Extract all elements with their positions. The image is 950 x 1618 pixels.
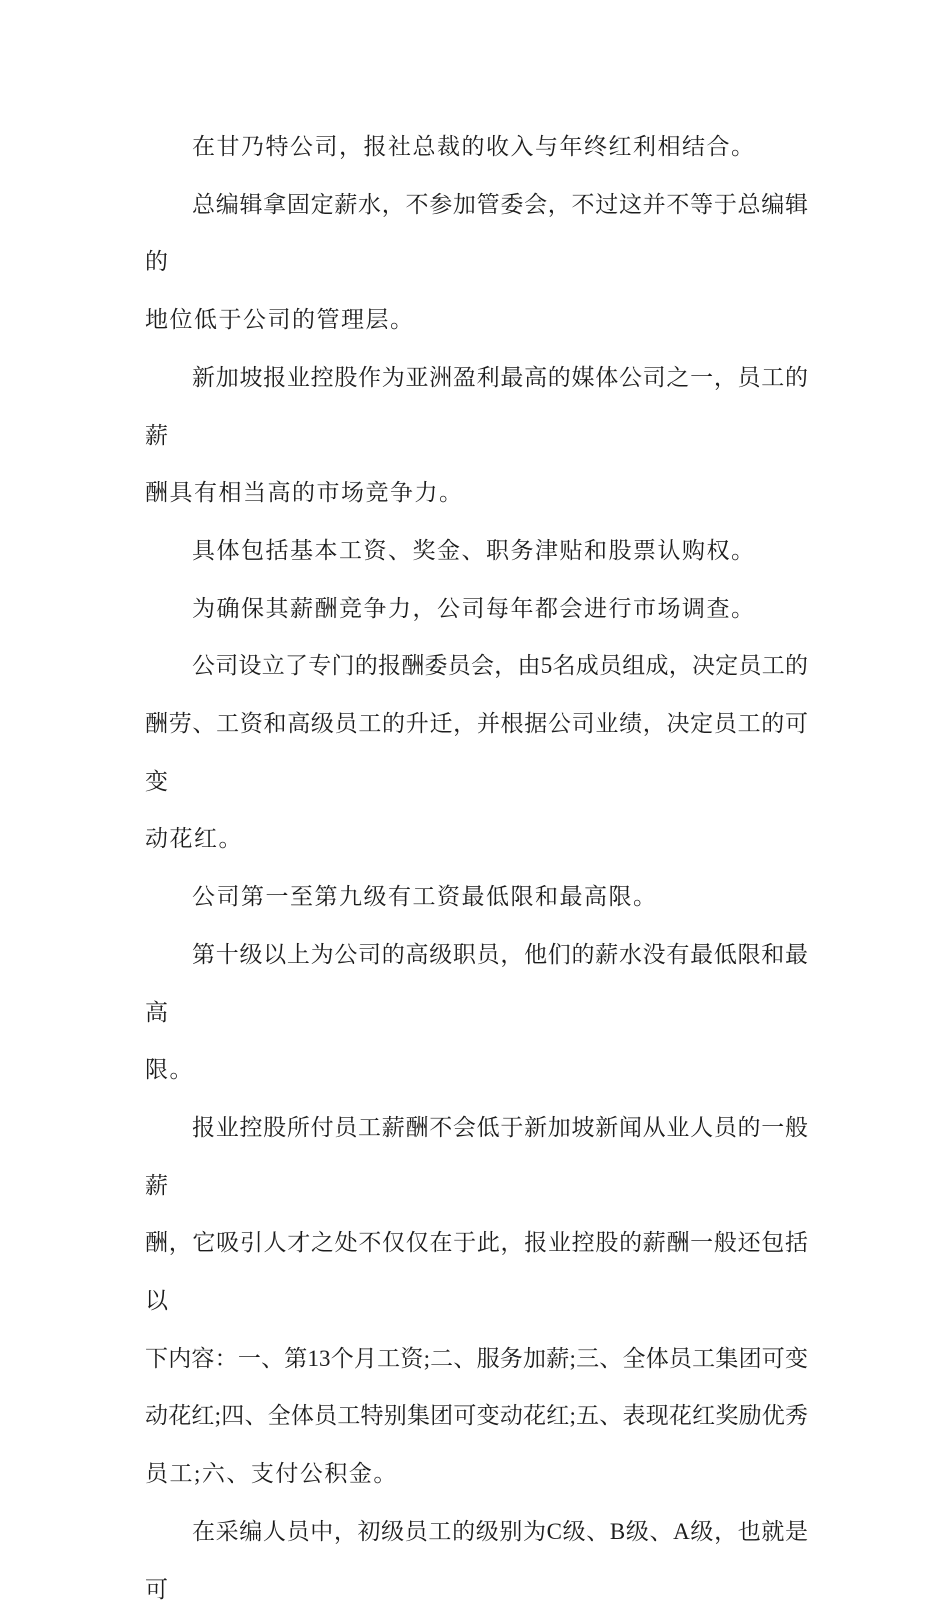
text-line: 酬劳、工资和高级员工的升迁，并根据公司业绩，决定员工的可变 <box>145 711 808 794</box>
text-line: 酬具有相当高的市场竞争力。 <box>145 480 464 506</box>
text-line: 下内容：一、第13个月工资;二、服务加薪;三、全体员工集团可变 <box>145 1345 808 1371</box>
text-line: 总编辑拿固定薪水，不参加管委会，不过这并不等于总编辑的 <box>145 191 808 275</box>
text-line: 报业控股所付员工薪酬不会低于新加坡新闻从业人员的一般薪 <box>145 1114 808 1198</box>
text-line: 在甘乃特公司，报社总裁的收入与年终红利相结合。 <box>192 134 756 159</box>
text-line: 第十级以上为公司的高级职员，他们的薪水没有最低限和最高 <box>145 941 808 1025</box>
text-line: 动花红;四、全体员工特别集团可变动花红;五、表现花红奖励优秀 <box>145 1403 808 1429</box>
text-line: 在采编人员中，初级员工的级别为C级、B级、A级，也就是可 <box>145 1518 808 1602</box>
text-line: 公司设立了专门的报酬委员会，由5名成员组成，决定员工的 <box>192 653 808 679</box>
text-line: 动花红。 <box>145 826 243 852</box>
text-line: 为确保其薪酬竞争力，公司每年都会进行市场调查。 <box>192 595 756 621</box>
text-line: 酬，它吸引人才之处不仅仅在于此，报业控股的薪酬一般还包括以 <box>145 1230 808 1314</box>
text-line: 地位低于公司的管理层。 <box>145 307 415 333</box>
text-block <box>145 118 808 1618</box>
text-line: 具体包括基本工资、奖金、职务津贴和股票认购权。 <box>192 537 756 563</box>
text-line: 新加坡报业控股作为亚洲盈利最高的媒体公司之一，员工的薪 <box>145 364 808 448</box>
text-line: 限。 <box>145 1057 194 1083</box>
text-line: 员工;六、支付公积金。 <box>145 1461 398 1487</box>
text-line: 公司第一至第九级有工资最低限和最高限。 <box>192 884 658 910</box>
